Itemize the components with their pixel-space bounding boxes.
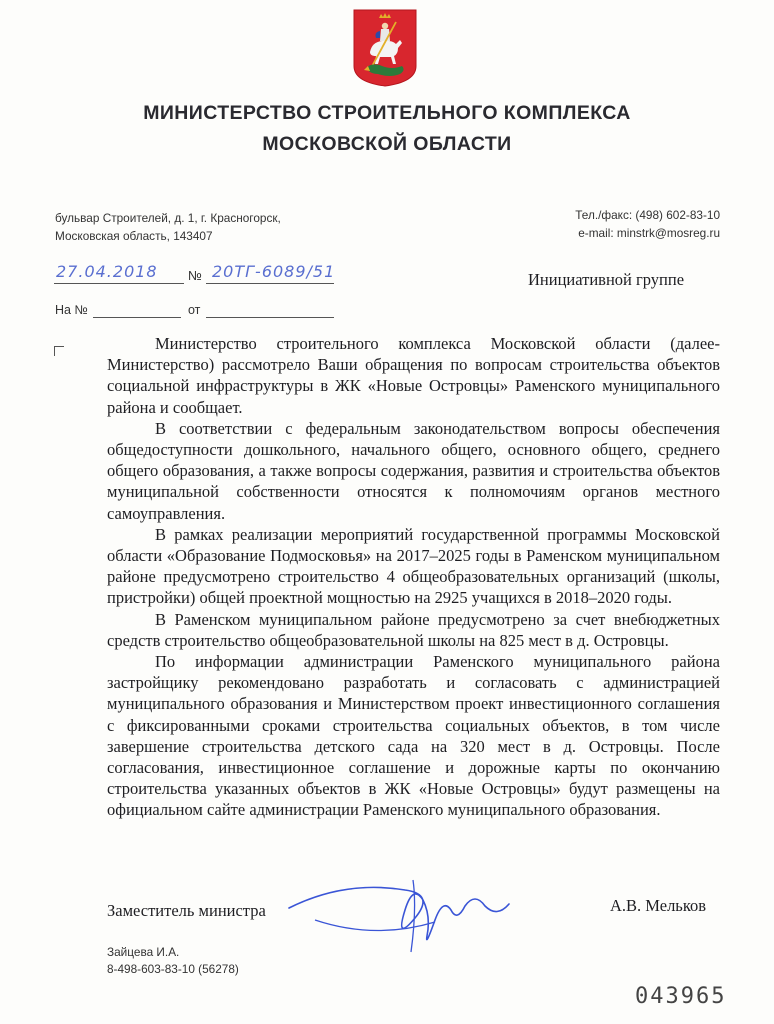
- signatory-position: Заместитель министра: [107, 901, 266, 920]
- letter-body: [107, 333, 720, 821]
- date-underline: [54, 283, 184, 284]
- ref-number-underline: [93, 317, 181, 318]
- handwritten-signature-icon: [285, 860, 515, 960]
- executor-phone: 8-498-603-83-10 (56278): [107, 962, 239, 976]
- address-line2: Московская область, 143407: [55, 229, 213, 243]
- ref-date-underline: [206, 317, 334, 318]
- number-label: №: [188, 268, 202, 283]
- addressee: Инициативной группе: [528, 270, 685, 289]
- executor-name: Зайцева И.А.: [107, 945, 180, 959]
- coat-of-arms-icon: [352, 8, 418, 88]
- address-corner-mark: [54, 346, 64, 356]
- registration-date: 27.04.2018: [56, 262, 158, 281]
- ministry-name-line1: МИНИСТЕРСТВО СТРОИТЕЛЬНОГО КОМПЛЕКСА: [143, 102, 631, 124]
- email: e-mail: minstrk@mosreg.ru: [578, 226, 720, 240]
- number-underline: [206, 283, 334, 284]
- form-serial-number: 043965: [635, 984, 727, 1009]
- body-paragraph-3: В рамках реализации мероприятий государственной программы Московской области «Образование Подмосковья» на 2017–2025 годы в Раменском муниципальном районе предусмотрено строительство 4 общеобразовательных организаций (школы, пристройки) общей проектной мощностью на 2925 учащихся в 2018–2020 годы.: [107, 524, 720, 608]
- body-paragraph-1: Министерство строительного комплекса Московской области (далее-Министерство) рассмотрело Ваши обращения по вопросам строительства объектов социальной инфраструктуры в ЖК «Новые Островцы» Раменского муниципального района и сообщает.: [107, 334, 720, 417]
- ref-label: На №: [55, 303, 88, 317]
- body-paragraph-2: В соответствии с федеральным законодательством вопросы обеспечения общедоступности дошкольного, начального общего, основного общего, среднего общего образования, а также вопросы содержания, развития и строительства объектов муниципальной собственности относятся к полномочиям органов местного самоуправления.: [107, 418, 720, 523]
- ref-from-label: от: [188, 303, 201, 317]
- phone-fax: Тел./факс: (498) 602-83-10: [575, 208, 720, 222]
- signatory-name: А.В. Мельков: [610, 896, 707, 915]
- registration-number: 20ТГ-6089/51: [212, 262, 336, 281]
- ministry-name-line2: МОСКОВСКОЙ ОБЛАСТИ: [262, 133, 512, 155]
- address-line1: бульвар Строителей, д. 1, г. Красногорск,: [55, 211, 281, 225]
- body-paragraph-4: В Раменском муниципальном районе предусмотрено за счет внебюджетных средств строительство общеобразовательной школы на 825 мест в д. Островцы.: [107, 609, 720, 650]
- body-paragraph-5: По информации администрации Раменского муниципального района застройщику рекомендовано разработать и согласовать с администрацией муниципального образования и Министерством проект инвестиционного соглашения с фиксированными сроками строительства социальных объектов, в том числе завершение строительства детского сада на 320 мест в д. Островцы. После согласования, инвестиционное соглашение и дорожные карты по окончанию строительства указанных объектов в ЖК «Новые Островцы» будут размещены на официальном сайте администрации Раменского муниципального образования.: [107, 652, 720, 820]
